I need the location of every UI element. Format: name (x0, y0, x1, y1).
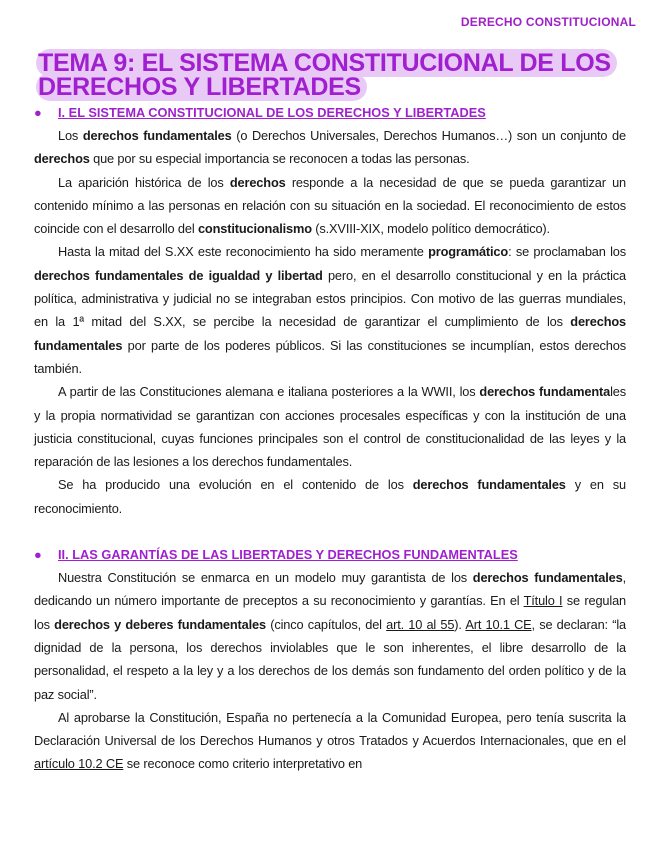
section-heading-2-text: II. LAS GARANTÍAS DE LAS LIBERTADES Y DERECHOS FUNDAMENTALES (58, 547, 518, 563)
section-heading-1 (34, 101, 626, 124)
running-header: DERECHO CONSTITUCIONAL (460, 15, 636, 29)
bullet-icon: ● (34, 547, 42, 563)
reference-link: Art 10.1 CE (465, 616, 532, 632)
section-spacer (34, 520, 626, 543)
paragraph: Nuestra Constitución se enmarca en un modelo muy garantista de los derechos fundamentales, dedicando un número importante de preceptos a su reconocimiento y garantías. En el Título I se regulan los derechos y deberes fundamentales (cinco capítulos, del art. 10 al 55). Art 10.1 CE, se declaran: “la dignidad de la persona, los derechos inviolables que le son inherentes, el libre desarrollo de la personalidad, el respeto a la ley y a los derechos de los demás son fundamento del orden político y de la paz social”. (34, 570, 627, 702)
paragraph: Al aprobarse la Constitución, España no pertenecía a la Comunidad Europea, pero tenía suscrita la Declaración Universal de los Derechos Humanos y otros Tratados y Acuerdos Internacionales, que en el artículo 10.2 CE se reconoce como criterio interpretativo en (34, 709, 626, 772)
reference-link: art. 10 al 55 (386, 616, 455, 632)
reference-link: Título I (523, 593, 563, 609)
paragraph: La aparición histórica de los derechos responde a la necesidad de que se pueda garantizar un contenido mínimo a las personas en relación con su situación en la sociedad. El reconocimiento de estos coincide con el desarrollo del constitucionalismo (s.XVIII-XIX, modelo político democrático). (34, 174, 627, 237)
bullet-icon: ● (34, 105, 42, 120)
paragraph: A partir de las Constituciones alemana e italiana posteriores a la WWII, los derechos fundamentales y la propia normatividad se garantizan con acciones procesales específicas y con la institución de una justicia constitucional, cuyas funciones principales son el control de constitucionalidad de las leyes y la reparación de las lesiones a los derechos fundamentales. (34, 384, 626, 470)
section-heading-2 (34, 543, 626, 566)
section-heading-1-text: I. EL SISTEMA CONSTITUCIONAL DE LOS DERECHOS Y LIBERTADES (58, 105, 486, 120)
paragraph: Los derechos fundamentales (o Derechos Universales, Derechos Humanos…) son un conjunto de derechos que por su especial importancia se reconocen a todas las personas. (34, 128, 626, 167)
page-title-text: TEMA 9: EL SISTEMA CONSTITUCIONAL DE LOS DERECHOS Y LIBERTADES (36, 49, 617, 101)
paragraph: Se ha producido una evolución en el contenido de los derechos fundamentales y en su reconocimiento. (34, 477, 626, 516)
document-body (34, 101, 626, 776)
reference-link: artículo 10.2 CE (34, 756, 124, 772)
paragraph: Hasta la mitad del S.XX este reconocimiento ha sido meramente programático: se proclamaban los derechos fundamentales de igualdad y libertad pero, en el desarrollo constitucional y en la práctica política, administrativa y judicial no se integraban estos principios. Con motivo de las guerras mundiales, en la 1ª mitad del S.XX, se percibe la necesidad de garantizar el cumplimiento de los derechos fundamentales por parte de los poderes públicos. Si las constituciones se incumplían, estos derechos también. (34, 244, 627, 376)
page-title (36, 51, 636, 99)
